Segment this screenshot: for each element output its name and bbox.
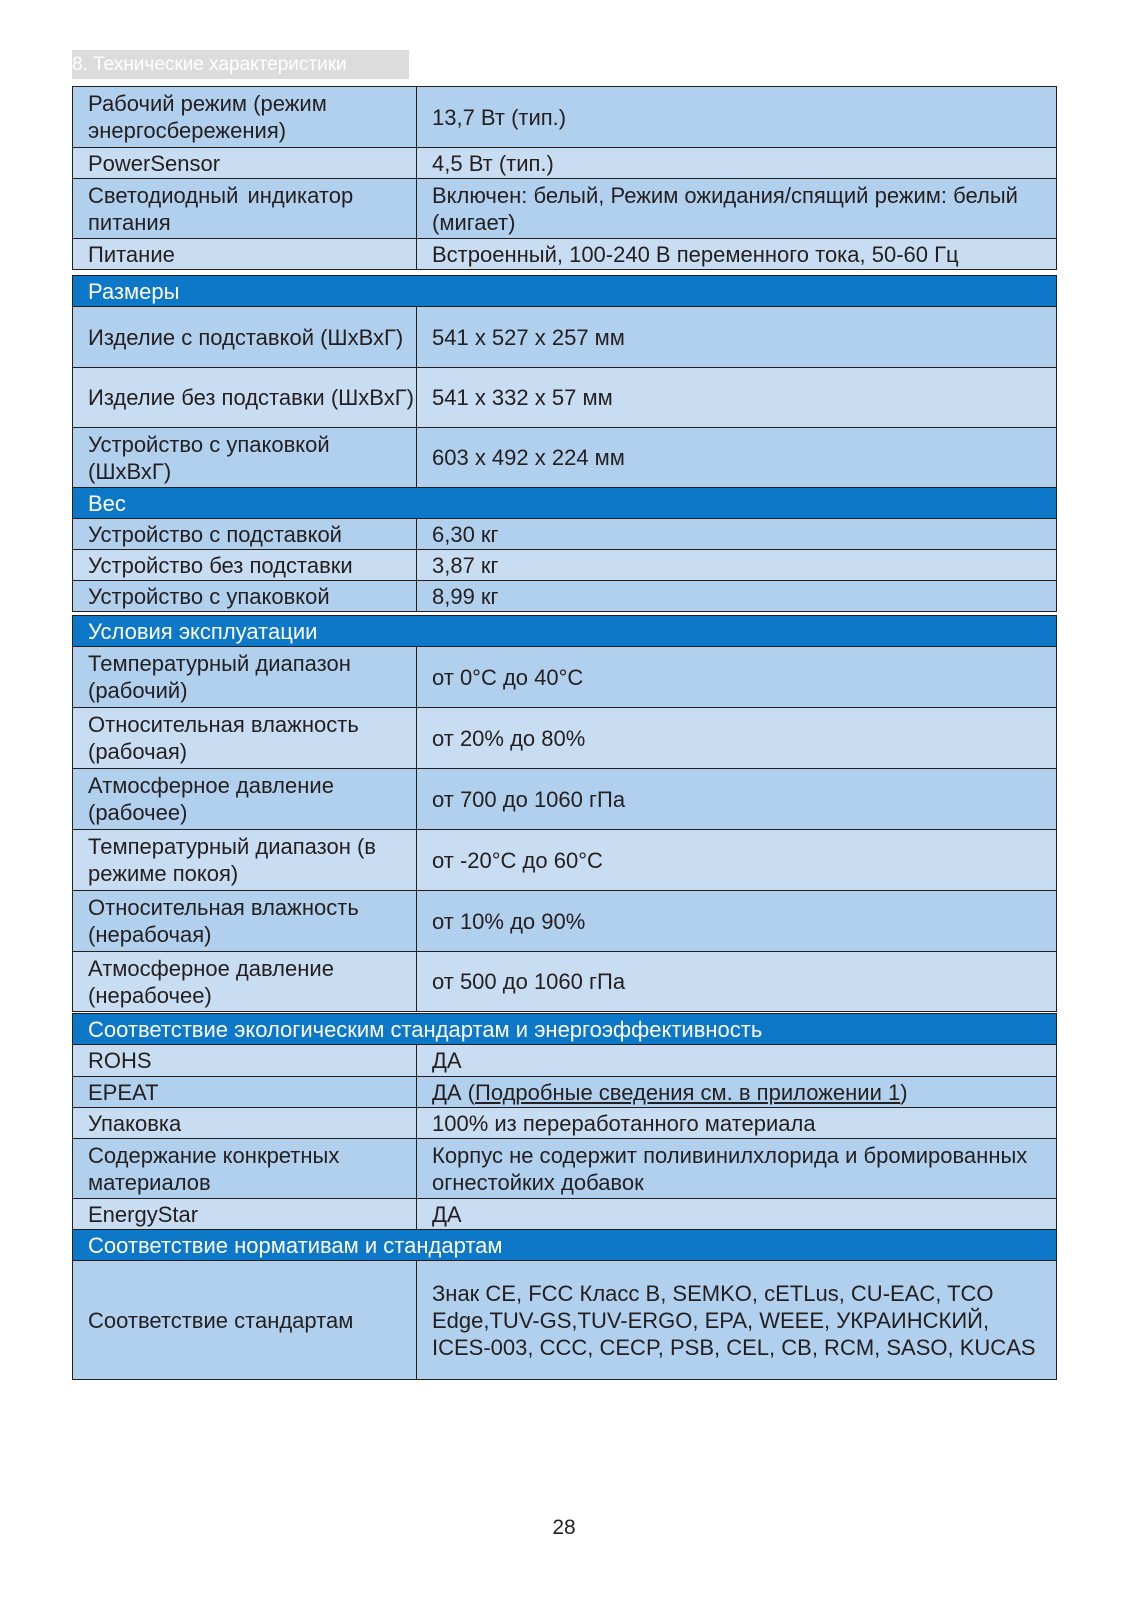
spec-value: 100% из переработанного материала [417, 1108, 1057, 1139]
compliance-table [72, 1013, 1057, 1380]
spec-value: от 10% до 90% [417, 891, 1057, 952]
spec-label: Температурный диапазон (в режиме покоя) [73, 830, 417, 891]
dimensions-heading: Размеры [73, 276, 1057, 307]
spec-value: Знак CE, FCC Класс B, SEMKO, cETLus, CU-EAC, TCO Edge,TUV-GS,TUV-ERGO, EPA, WEEE, УКРАИНСКИЙ, ICES-003, CCC, CECP, PSB, CEL, CB, RCM, SASO, KUCAS [417, 1261, 1057, 1380]
spec-value: 541 x 527 x 257 мм [417, 307, 1057, 368]
spec-label: Относительная влажность (нерабочая) [73, 891, 417, 952]
spec-label: Светодиодный индикатор питания [73, 179, 417, 239]
spec-value: от 20% до 80% [417, 708, 1057, 769]
spec-value: ДА [417, 1199, 1057, 1230]
table-heading-row [73, 1230, 1057, 1261]
spec-label: Устройство с упаковкой (ШхВхГ) [73, 428, 417, 488]
spec-label: Относительная влажность (рабочая) [73, 708, 417, 769]
spec-label: Содержание конкретных материалов [73, 1139, 417, 1199]
table-row [73, 1108, 1057, 1139]
table-row [73, 647, 1057, 708]
table-row [73, 769, 1057, 830]
spec-label: ROHS [73, 1045, 417, 1077]
table-row [73, 148, 1057, 179]
spec-value: 13,7 Вт (тип.) [417, 87, 1057, 148]
weight-heading: Вес [73, 488, 1057, 519]
table-row [73, 1045, 1057, 1077]
spec-value: 3,87 кг [417, 550, 1057, 581]
spec-value: от 0°C до 40°C [417, 647, 1057, 708]
spec-value: от 700 до 1060 гПа [417, 769, 1057, 830]
spec-value [417, 1077, 1057, 1108]
table-row [73, 1261, 1057, 1380]
power-spec-table [72, 86, 1057, 270]
spec-value: 603 x 492 x 224 мм [417, 428, 1057, 488]
table-row [73, 239, 1057, 270]
spec-value: 4,5 Вт (тип.) [417, 148, 1057, 179]
spec-value: 541 x 332 x 57 мм [417, 368, 1057, 428]
spec-label: EnergyStar [73, 1199, 417, 1230]
spec-label: Устройство с подставкой [73, 519, 417, 550]
spec-label: EPEAT [73, 1077, 417, 1108]
regulatory-heading: Соответствие нормативам и стандартам [73, 1230, 1057, 1261]
spec-value: 6,30 кг [417, 519, 1057, 550]
spec-value: Включен: белый, Режим ожидания/спящий режим: белый (мигает) [417, 179, 1057, 239]
table-heading-row [73, 488, 1057, 519]
section-title: 8. Технические характеристики [72, 50, 409, 79]
table-row [73, 891, 1057, 952]
spec-label: Атмосферное давление (рабочее) [73, 769, 417, 830]
table-heading-row [73, 616, 1057, 647]
environment-heading: Условия эксплуатации [73, 616, 1057, 647]
spec-label: Атмосферное давление (нерабочее) [73, 952, 417, 1012]
spec-value: Корпус не содержит поливинилхлорида и бромированных огнестойких добавок [417, 1139, 1057, 1199]
epeat-prefix: ДА ( [432, 1079, 476, 1105]
spec-label: Соответствие стандартам [73, 1261, 417, 1380]
table-row [73, 368, 1057, 428]
eco-heading: Соответствие экологическим стандартам и энергоэффективность [73, 1014, 1057, 1045]
spec-label: Изделие с подставкой (ШхВхГ) [73, 307, 417, 368]
table-row [73, 830, 1057, 891]
spec-value: Встроенный, 100-240 В переменного тока, 50-60 Гц [417, 239, 1057, 270]
spec-value: 8,99 кг [417, 581, 1057, 612]
table-row [73, 1077, 1057, 1108]
table-row [73, 179, 1057, 239]
spec-label: Устройство с упаковкой [73, 581, 417, 612]
table-row [73, 1199, 1057, 1230]
table-row [73, 428, 1057, 488]
spec-label: Температурный диапазон (рабочий) [73, 647, 417, 708]
epeat-suffix: ) [900, 1079, 908, 1105]
dimensions-weight-table [72, 275, 1057, 612]
table-row [73, 307, 1057, 368]
spec-label: Изделие без подставки (ШхВхГ) [73, 368, 417, 428]
table-row [73, 87, 1057, 148]
table-heading-row [73, 276, 1057, 307]
spec-label: Питание [73, 239, 417, 270]
spec-label: Устройство без подставки [73, 550, 417, 581]
spec-value: от -20°C до 60°C [417, 830, 1057, 891]
spec-label: PowerSensor [73, 148, 417, 179]
table-heading-row [73, 1014, 1057, 1045]
table-row [73, 550, 1057, 581]
spec-label: Упаковка [73, 1108, 417, 1139]
spec-value: ДА [417, 1045, 1057, 1077]
table-row [73, 581, 1057, 612]
spec-value: от 500 до 1060 гПа [417, 952, 1057, 1012]
spec-label: Рабочий режим (режим энергосбережения) [73, 87, 417, 148]
table-row [73, 519, 1057, 550]
table-row [73, 708, 1057, 769]
environment-table [72, 615, 1057, 1012]
table-row [73, 952, 1057, 1012]
page-number: 28 [552, 1516, 576, 1539]
appendix-link[interactable]: Подробные сведения см. в приложении 1 [475, 1079, 901, 1105]
table-row [73, 1139, 1057, 1199]
